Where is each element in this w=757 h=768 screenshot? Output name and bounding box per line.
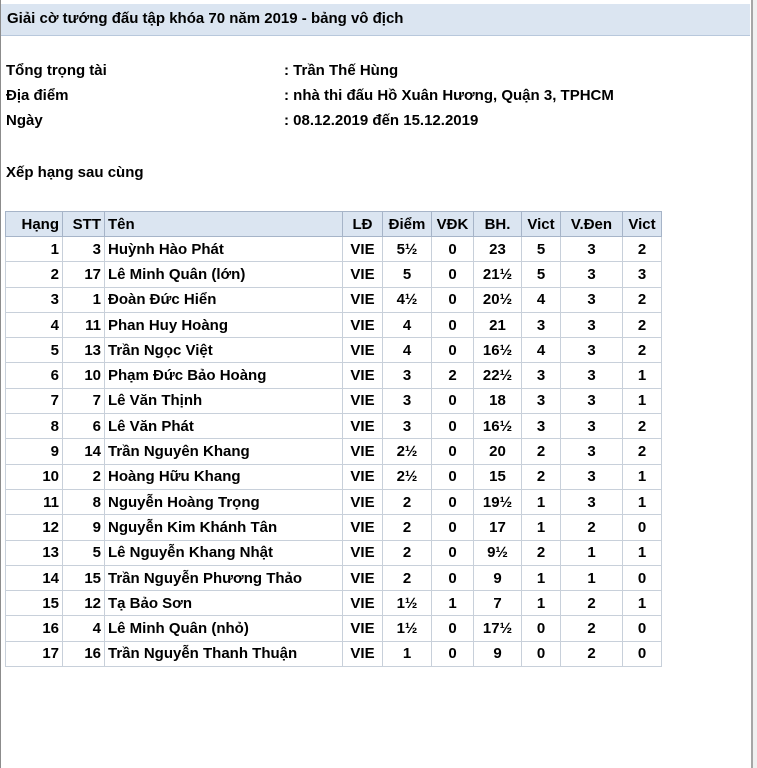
cell-number: 16 — [63, 641, 105, 666]
cell-federation: VIE — [343, 464, 383, 489]
cell-name: Lê Nguyễn Khang Nhật — [105, 540, 343, 565]
table-row — [6, 312, 662, 337]
info-value: : nhà thi đấu Hồ Xuân Hương, Quận 3, TPHCM — [284, 87, 614, 104]
cell-name: Nguyễn Hoàng Trọng — [105, 489, 343, 514]
cell-rank: 2 — [6, 262, 63, 287]
cell-victories: 1 — [522, 515, 561, 540]
cell-number: 17 — [63, 262, 105, 287]
cell-number: 8 — [63, 489, 105, 514]
cell-name: Lê Minh Quân (nhỏ) — [105, 616, 343, 641]
cell-name: Trần Ngọc Việt — [105, 338, 343, 363]
table-row — [6, 641, 662, 666]
cell-buchholz: 19½ — [474, 489, 522, 514]
cell-number: 2 — [63, 464, 105, 489]
cell-rank: 5 — [6, 338, 63, 363]
header-buchholz: BH. — [474, 212, 522, 237]
cell-points: 3 — [383, 363, 432, 388]
cell-name: Huỳnh Hào Phát — [105, 237, 343, 262]
cell-victories-black: 1 — [623, 591, 662, 616]
cell-points: 5½ — [383, 237, 432, 262]
cell-points: 1½ — [383, 616, 432, 641]
cell-points: 2½ — [383, 439, 432, 464]
cell-rank: 10 — [6, 464, 63, 489]
cell-victories: 3 — [522, 312, 561, 337]
cell-victories: 4 — [522, 338, 561, 363]
cell-black-games: 3 — [561, 237, 623, 262]
header-vdk: VĐK — [432, 212, 474, 237]
cell-points: 2 — [383, 540, 432, 565]
cell-rank: 17 — [6, 641, 63, 666]
cell-victories: 2 — [522, 464, 561, 489]
cell-rank: 4 — [6, 312, 63, 337]
table-row — [6, 616, 662, 641]
cell-vdk: 1 — [432, 591, 474, 616]
cell-points: 2 — [383, 489, 432, 514]
cell-federation: VIE — [343, 616, 383, 641]
cell-points: 4 — [383, 338, 432, 363]
cell-number: 9 — [63, 515, 105, 540]
info-label: Địa điểm — [6, 87, 69, 104]
cell-victories: 0 — [522, 641, 561, 666]
cell-black-games: 3 — [561, 464, 623, 489]
cell-name: Nguyễn Kim Khánh Tân — [105, 515, 343, 540]
cell-victories-black: 0 — [623, 515, 662, 540]
info-value: : 08.12.2019 đến 15.12.2019 — [284, 112, 479, 129]
cell-name: Trần Nguyễn Thanh Thuận — [105, 641, 343, 666]
table-row — [6, 565, 662, 590]
cell-points: 4½ — [383, 287, 432, 312]
cell-victories-black: 2 — [623, 312, 662, 337]
cell-buchholz: 20 — [474, 439, 522, 464]
cell-victories-black: 1 — [623, 363, 662, 388]
cell-points: 4 — [383, 312, 432, 337]
header-rank: Hạng — [6, 212, 63, 237]
cell-vdk: 0 — [432, 540, 474, 565]
cell-rank: 13 — [6, 540, 63, 565]
cell-federation: VIE — [343, 515, 383, 540]
table-row — [6, 237, 662, 262]
cell-victories-black: 2 — [623, 414, 662, 439]
cell-buchholz: 17 — [474, 515, 522, 540]
cell-victories-black: 1 — [623, 388, 662, 413]
cell-number: 15 — [63, 565, 105, 590]
cell-black-games: 2 — [561, 641, 623, 666]
table-row — [6, 287, 662, 312]
cell-victories-black: 2 — [623, 287, 662, 312]
cell-federation: VIE — [343, 439, 383, 464]
cell-buchholz: 21½ — [474, 262, 522, 287]
cell-victories: 4 — [522, 287, 561, 312]
cell-black-games: 1 — [561, 565, 623, 590]
table-row — [6, 262, 662, 287]
cell-black-games: 2 — [561, 616, 623, 641]
table-row — [6, 515, 662, 540]
cell-victories: 1 — [522, 591, 561, 616]
cell-points: 2½ — [383, 464, 432, 489]
cell-number: 1 — [63, 287, 105, 312]
cell-rank: 8 — [6, 414, 63, 439]
cell-victories-black: 0 — [623, 565, 662, 590]
section-heading: Xếp hạng sau cùng — [6, 164, 144, 181]
cell-vdk: 0 — [432, 439, 474, 464]
cell-number: 6 — [63, 414, 105, 439]
table-row — [6, 338, 662, 363]
cell-black-games: 3 — [561, 414, 623, 439]
table-row — [6, 414, 662, 439]
cell-name: Tạ Bảo Sơn — [105, 591, 343, 616]
cell-vdk: 0 — [432, 515, 474, 540]
header-number: STT — [63, 212, 105, 237]
cell-buchholz: 18 — [474, 388, 522, 413]
cell-federation: VIE — [343, 287, 383, 312]
header-federation: LĐ — [343, 212, 383, 237]
cell-number: 5 — [63, 540, 105, 565]
table-row — [6, 540, 662, 565]
cell-points: 3 — [383, 388, 432, 413]
cell-vdk: 0 — [432, 312, 474, 337]
cell-number: 7 — [63, 388, 105, 413]
cell-buchholz: 21 — [474, 312, 522, 337]
cell-vdk: 0 — [432, 464, 474, 489]
cell-number: 13 — [63, 338, 105, 363]
cell-name: Trần Nguyên Khang — [105, 439, 343, 464]
cell-vdk: 0 — [432, 338, 474, 363]
cell-victories-black: 2 — [623, 237, 662, 262]
cell-rank: 12 — [6, 515, 63, 540]
cell-victories-black: 3 — [623, 262, 662, 287]
cell-victories-black: 0 — [623, 616, 662, 641]
cell-victories-black: 1 — [623, 540, 662, 565]
cell-victories-black: 2 — [623, 338, 662, 363]
cell-vdk: 0 — [432, 414, 474, 439]
info-label: Ngày — [6, 112, 43, 129]
table-row — [6, 489, 662, 514]
cell-vdk: 0 — [432, 388, 474, 413]
cell-buchholz: 7 — [474, 591, 522, 616]
cell-federation: VIE — [343, 262, 383, 287]
cell-federation: VIE — [343, 363, 383, 388]
cell-vdk: 0 — [432, 262, 474, 287]
cell-name: Lê Văn Thịnh — [105, 388, 343, 413]
cell-victories: 3 — [522, 363, 561, 388]
cell-black-games: 2 — [561, 591, 623, 616]
cell-black-games: 2 — [561, 515, 623, 540]
left-border — [0, 0, 1, 768]
cell-federation: VIE — [343, 338, 383, 363]
cell-black-games: 3 — [561, 338, 623, 363]
cell-black-games: 3 — [561, 388, 623, 413]
table-row — [6, 363, 662, 388]
cell-number: 14 — [63, 439, 105, 464]
cell-black-games: 3 — [561, 312, 623, 337]
cell-vdk: 0 — [432, 237, 474, 262]
cell-buchholz: 16½ — [474, 338, 522, 363]
header-black-games: V.Đen — [561, 212, 623, 237]
cell-rank: 15 — [6, 591, 63, 616]
cell-rank: 9 — [6, 439, 63, 464]
cell-points: 2 — [383, 515, 432, 540]
cell-buchholz: 15 — [474, 464, 522, 489]
cell-victories: 2 — [522, 540, 561, 565]
cell-rank: 6 — [6, 363, 63, 388]
cell-vdk: 0 — [432, 287, 474, 312]
info-value: : Trần Thế Hùng — [284, 62, 399, 79]
page-title: Giải cờ tướng đấu tập khóa 70 năm 2019 - bảng vô địch — [1, 4, 750, 36]
cell-federation: VIE — [343, 641, 383, 666]
cell-buchholz: 9½ — [474, 540, 522, 565]
cell-vdk: 0 — [432, 616, 474, 641]
cell-vdk: 0 — [432, 565, 474, 590]
cell-buchholz: 23 — [474, 237, 522, 262]
table-header-row — [6, 212, 662, 237]
cell-points: 3 — [383, 414, 432, 439]
cell-name: Hoàng Hữu Khang — [105, 464, 343, 489]
cell-name: Đoàn Đức Hiển — [105, 287, 343, 312]
cell-black-games: 3 — [561, 439, 623, 464]
cell-federation: VIE — [343, 414, 383, 439]
cell-buchholz: 22½ — [474, 363, 522, 388]
cell-name: Lê Văn Phát — [105, 414, 343, 439]
cell-name: Phạm Đức Bảo Hoàng — [105, 363, 343, 388]
cell-points: 2 — [383, 565, 432, 590]
cell-number: 12 — [63, 591, 105, 616]
cell-rank: 11 — [6, 489, 63, 514]
cell-victories: 1 — [522, 565, 561, 590]
table-row — [6, 464, 662, 489]
cell-victories: 3 — [522, 414, 561, 439]
header-points: Điểm — [383, 212, 432, 237]
cell-buchholz: 16½ — [474, 414, 522, 439]
cell-federation: VIE — [343, 388, 383, 413]
cell-rank: 1 — [6, 237, 63, 262]
cell-victories-black: 0 — [623, 641, 662, 666]
cell-black-games: 3 — [561, 489, 623, 514]
cell-rank: 16 — [6, 616, 63, 641]
cell-name: Phan Huy Hoàng — [105, 312, 343, 337]
header-victories-black: Vict — [623, 212, 662, 237]
window-edge — [753, 0, 757, 768]
cell-federation: VIE — [343, 312, 383, 337]
cell-federation: VIE — [343, 237, 383, 262]
cell-vdk: 0 — [432, 641, 474, 666]
cell-rank: 7 — [6, 388, 63, 413]
cell-black-games: 3 — [561, 287, 623, 312]
cell-name: Trần Nguyễn Phương Thảo — [105, 565, 343, 590]
cell-number: 3 — [63, 237, 105, 262]
cell-federation: VIE — [343, 540, 383, 565]
cell-buchholz: 9 — [474, 565, 522, 590]
standings-table — [5, 211, 662, 667]
cell-victories: 1 — [522, 489, 561, 514]
header-victories: Vict — [522, 212, 561, 237]
info-label: Tổng trọng tài — [6, 62, 107, 79]
cell-number: 10 — [63, 363, 105, 388]
cell-buchholz: 20½ — [474, 287, 522, 312]
cell-buchholz: 17½ — [474, 616, 522, 641]
cell-black-games: 1 — [561, 540, 623, 565]
cell-victories-black: 1 — [623, 489, 662, 514]
cell-name: Lê Minh Quân (lớn) — [105, 262, 343, 287]
cell-victories: 2 — [522, 439, 561, 464]
cell-points: 1½ — [383, 591, 432, 616]
cell-victories: 0 — [522, 616, 561, 641]
cell-rank: 3 — [6, 287, 63, 312]
cell-black-games: 3 — [561, 262, 623, 287]
cell-federation: VIE — [343, 489, 383, 514]
cell-black-games: 3 — [561, 363, 623, 388]
cell-buchholz: 9 — [474, 641, 522, 666]
cell-points: 1 — [383, 641, 432, 666]
cell-victories-black: 1 — [623, 464, 662, 489]
cell-victories: 3 — [522, 388, 561, 413]
cell-number: 4 — [63, 616, 105, 641]
cell-federation: VIE — [343, 565, 383, 590]
cell-number: 11 — [63, 312, 105, 337]
cell-points: 5 — [383, 262, 432, 287]
cell-vdk: 2 — [432, 363, 474, 388]
cell-vdk: 0 — [432, 489, 474, 514]
table-row — [6, 439, 662, 464]
table-row — [6, 388, 662, 413]
cell-victories-black: 2 — [623, 439, 662, 464]
cell-victories: 5 — [522, 237, 561, 262]
cell-federation: VIE — [343, 591, 383, 616]
cell-victories: 5 — [522, 262, 561, 287]
cell-rank: 14 — [6, 565, 63, 590]
header-name: Tên — [105, 212, 343, 237]
table-row — [6, 591, 662, 616]
